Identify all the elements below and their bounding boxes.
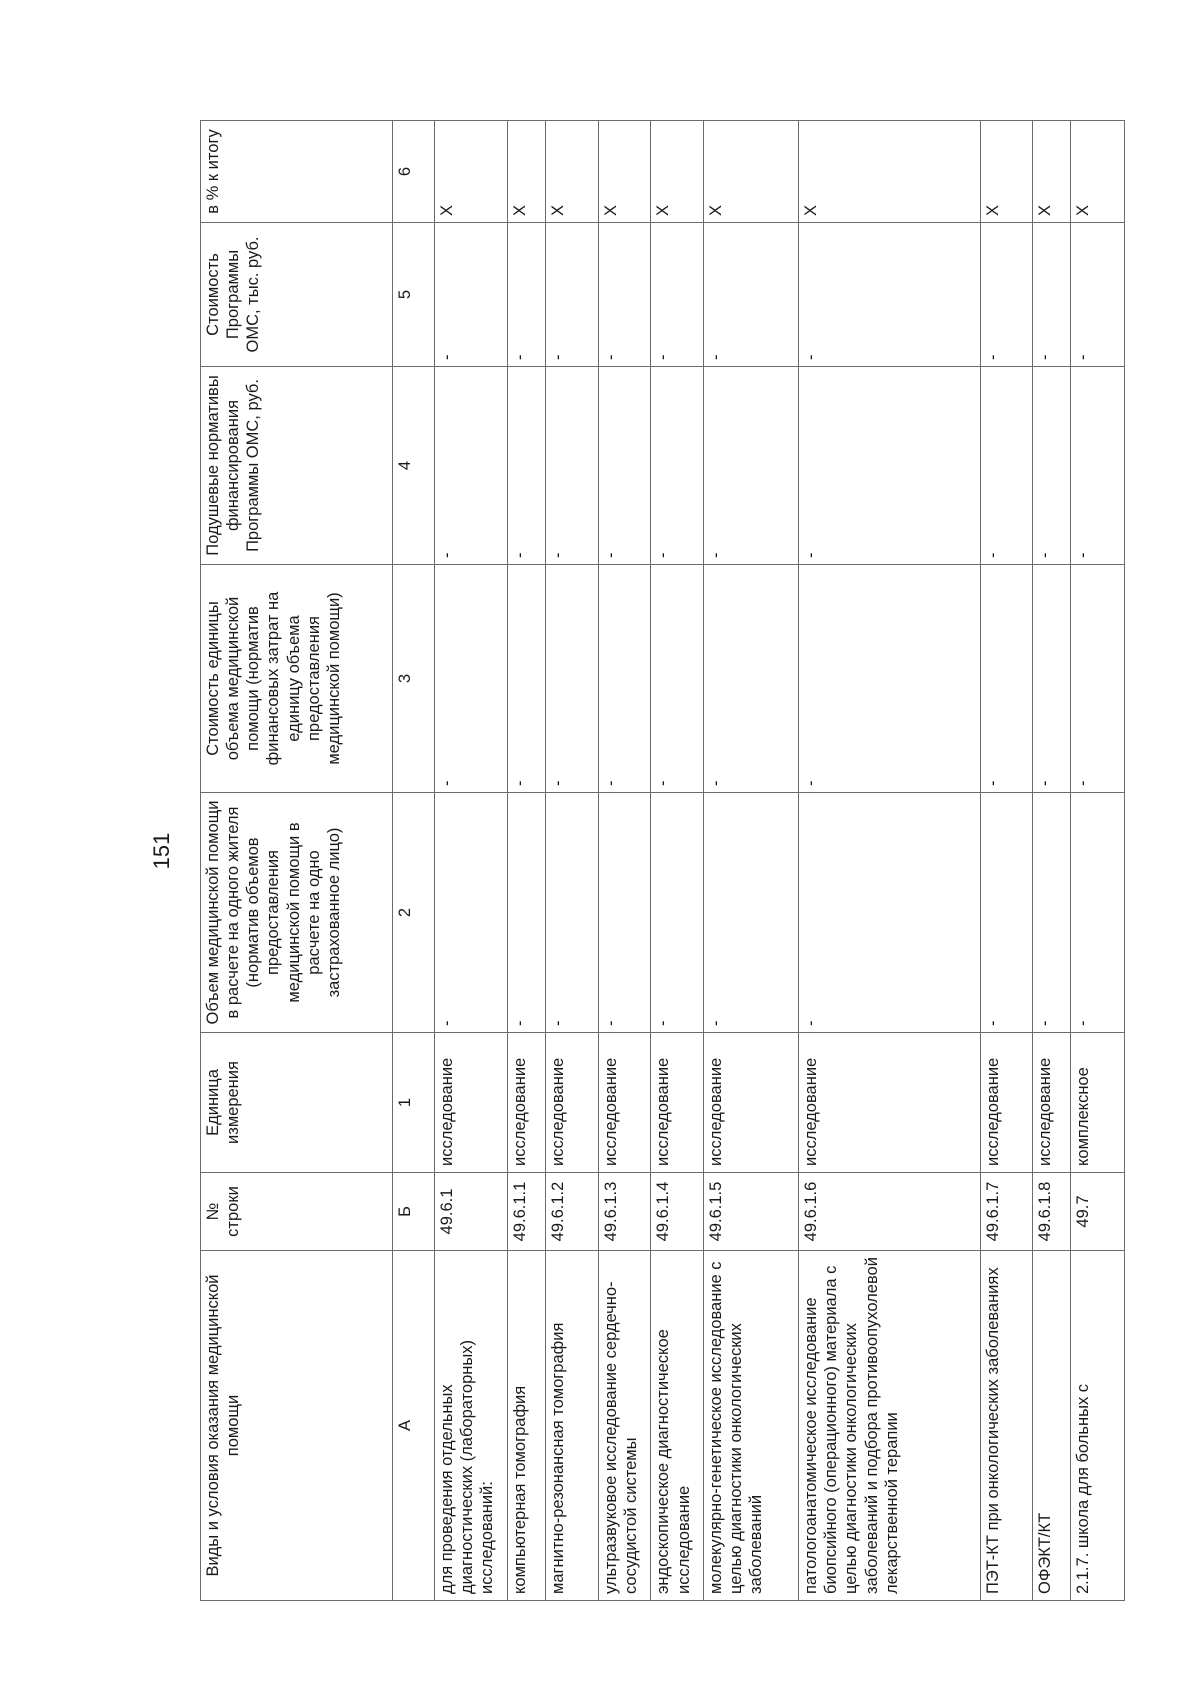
unit-cost-cell: -: [435, 565, 508, 793]
column-number: 2: [393, 793, 435, 1033]
volume-cell: -: [508, 793, 546, 1033]
unit-cost-cell: -: [704, 565, 799, 793]
per-capita-cell: -: [704, 367, 799, 565]
unit-cell: комплексное: [1071, 1033, 1125, 1173]
unit-cost-cell: -: [1071, 565, 1125, 793]
unit-cell: исследование: [704, 1033, 799, 1173]
percent-cell: X: [546, 121, 599, 223]
care-type-cell: ультразвуковое исследование сердечно-сосудистой системы: [598, 1251, 651, 1601]
header-care-type: Виды и условия оказания медицинской помощи: [201, 1251, 393, 1601]
percent-cell: X: [1033, 121, 1071, 223]
unit-cost-cell: -: [651, 565, 704, 793]
unit-cell: исследование: [799, 1033, 980, 1173]
percent-cell: X: [598, 121, 651, 223]
program-cost-cell: -: [799, 223, 980, 367]
unit-cell: исследование: [651, 1033, 704, 1173]
header-unit-cost: Стоимость единицы объема медицинской помощи (норматив финансовых затрат на единицу объема предоставления медицинской помощи): [201, 565, 393, 793]
header-line-number: № строки: [201, 1173, 393, 1251]
program-cost-cell: -: [508, 223, 546, 367]
program-cost-cell: -: [1033, 223, 1071, 367]
line-number-cell: 49.6.1.6: [799, 1173, 980, 1251]
program-cost-cell: -: [435, 223, 508, 367]
header-unit: Единица измерения: [201, 1033, 393, 1173]
column-number: Б: [393, 1173, 435, 1251]
percent-cell: X: [799, 121, 980, 223]
program-cost-cell: -: [651, 223, 704, 367]
care-type-cell: магнитно-резонансная томография: [546, 1251, 599, 1601]
column-number: 1: [393, 1033, 435, 1173]
percent-cell: X: [508, 121, 546, 223]
header-volume-norm: Объем медицинской помощи в расчете на одного жителя (норматив объемов предоставления медицинской помощи в расчете на одно застрахованное лицо): [201, 793, 393, 1033]
table-row: [1071, 121, 1125, 1601]
rotated-table-container: [200, 121, 1125, 1601]
unit-cost-cell: -: [546, 565, 599, 793]
unit-cell: исследование: [508, 1033, 546, 1173]
line-number-cell: 49.6.1: [435, 1173, 508, 1251]
line-number-cell: 49.6.1.8: [1033, 1173, 1071, 1251]
line-number-cell: 49.6.1.5: [704, 1173, 799, 1251]
care-type-cell: ПЭТ-КТ при онкологических заболеваниях: [980, 1251, 1033, 1601]
care-type-cell: для проведения отдельных диагностических (лабораторных) исследований:: [435, 1251, 508, 1601]
percent-cell: X: [704, 121, 799, 223]
header-per-capita: Подушевые нормативы финансирования Программы ОМС, руб.: [201, 367, 393, 565]
table-row: [799, 121, 980, 1601]
care-type-cell: патологоанатомическое исследование биопсийного (операционного) материала с целью диагностики онкологических заболеваний и подбора противоопухолевой лекарственной терапии: [799, 1251, 980, 1601]
volume-cell: -: [704, 793, 799, 1033]
per-capita-cell: -: [546, 367, 599, 565]
program-cost-cell: -: [704, 223, 799, 367]
volume-cell: -: [435, 793, 508, 1033]
program-cost-cell: -: [980, 223, 1033, 367]
per-capita-cell: -: [651, 367, 704, 565]
unit-cell: исследование: [598, 1033, 651, 1173]
percent-cell: X: [435, 121, 508, 223]
table-row: [651, 121, 704, 1601]
column-number: 4: [393, 367, 435, 565]
column-number: 5: [393, 223, 435, 367]
line-number-cell: 49.7: [1071, 1173, 1125, 1251]
unit-cell: исследование: [980, 1033, 1033, 1173]
line-number-cell: 49.6.1.1: [508, 1173, 546, 1251]
volume-cell: -: [980, 793, 1033, 1033]
per-capita-cell: -: [1071, 367, 1125, 565]
per-capita-cell: -: [799, 367, 980, 565]
per-capita-cell: -: [980, 367, 1033, 565]
volume-cell: -: [598, 793, 651, 1033]
program-cost-cell: -: [598, 223, 651, 367]
column-number: А: [393, 1251, 435, 1601]
unit-cost-cell: -: [508, 565, 546, 793]
medical-care-table: [200, 120, 1125, 1601]
unit-cost-cell: -: [799, 565, 980, 793]
program-cost-cell: -: [1071, 223, 1125, 367]
header-percent-total: в % к итогу: [201, 121, 393, 223]
care-type-cell: ОФЭКТ/КТ: [1033, 1251, 1071, 1601]
line-number-cell: 49.6.1.3: [598, 1173, 651, 1251]
volume-cell: -: [546, 793, 599, 1033]
volume-cell: -: [1033, 793, 1071, 1033]
program-cost-cell: -: [546, 223, 599, 367]
unit-cost-cell: -: [1033, 565, 1071, 793]
table-row: [980, 121, 1033, 1601]
line-number-cell: 49.6.1.2: [546, 1173, 599, 1251]
table-row: [546, 121, 599, 1601]
percent-cell: X: [980, 121, 1033, 223]
volume-cell: -: [799, 793, 980, 1033]
header-row: [201, 121, 393, 1601]
table-row: [508, 121, 546, 1601]
table-row: [1033, 121, 1071, 1601]
unit-cell: исследование: [1033, 1033, 1071, 1173]
unit-cost-cell: -: [598, 565, 651, 793]
percent-cell: X: [1071, 121, 1125, 223]
page-number: 151: [149, 832, 174, 870]
care-type-cell: компьютерная томография: [508, 1251, 546, 1601]
care-type-cell: эндоскопическое диагностическое исследование: [651, 1251, 704, 1601]
volume-cell: -: [651, 793, 704, 1033]
per-capita-cell: -: [508, 367, 546, 565]
volume-cell: -: [1071, 793, 1125, 1033]
per-capita-cell: -: [435, 367, 508, 565]
unit-cell: исследование: [435, 1033, 508, 1173]
per-capita-cell: -: [598, 367, 651, 565]
header-program-cost: Стоимость Программы ОМС, тыс. руб.: [201, 223, 393, 367]
table-row: [435, 121, 508, 1601]
table-row: [704, 121, 799, 1601]
line-number-cell: 49.6.1.4: [651, 1173, 704, 1251]
line-number-cell: 49.6.1.7: [980, 1173, 1033, 1251]
care-type-cell: молекулярно-генетическое исследование с целью диагностики онкологических заболеваний: [704, 1251, 799, 1601]
table-row: [598, 121, 651, 1601]
care-type-cell: 2.1.7. школа для больных с: [1071, 1251, 1125, 1601]
unit-cost-cell: -: [980, 565, 1033, 793]
per-capita-cell: -: [1033, 367, 1071, 565]
column-number: 6: [393, 121, 435, 223]
column-number: 3: [393, 565, 435, 793]
percent-cell: X: [651, 121, 704, 223]
unit-cell: исследование: [546, 1033, 599, 1173]
column-number-row: [393, 121, 435, 1601]
